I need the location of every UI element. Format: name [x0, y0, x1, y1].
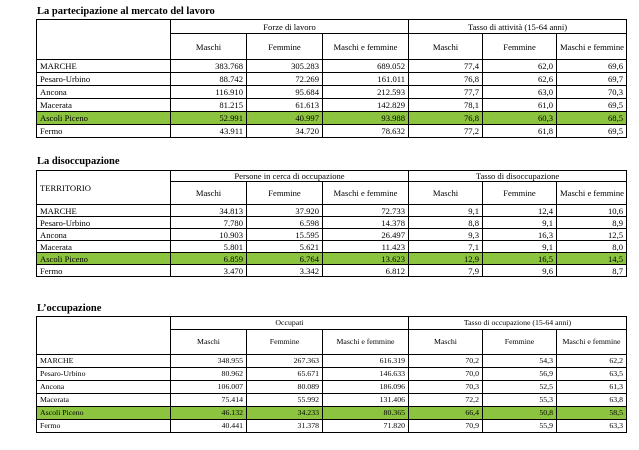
table-cell: 66,4 [409, 407, 483, 420]
col-header-femmine: Femmine [483, 182, 557, 205]
col-header-maschi: Maschi [409, 34, 483, 60]
col-header-totale: Maschi e femmine [557, 34, 627, 60]
table-cell: 63,3 [557, 420, 627, 433]
table-cell: 305.283 [247, 60, 323, 73]
table-cell: 65.671 [247, 368, 323, 381]
group-header-tasso-disoccupazione: Tasso di disoccupazione [409, 171, 627, 182]
table-cell: 70,3 [409, 381, 483, 394]
table-cell: 43.911 [171, 125, 247, 138]
group-header-tasso-attivita: Tasso di attività (15-64 anni) [409, 20, 627, 34]
table-row [37, 368, 627, 381]
group-header-occupati: Occupati [171, 317, 409, 330]
table-cell: 12,9 [409, 253, 483, 265]
table-cell: 61,0 [483, 99, 557, 112]
col-header-totale: Maschi e femmine [323, 182, 409, 205]
table-cell: 6.812 [323, 265, 409, 277]
table-cell: 7,1 [409, 241, 483, 253]
table-row [37, 265, 627, 277]
territory-label: Macerata [37, 241, 171, 253]
table-row [37, 112, 627, 125]
table-cell: 142.829 [323, 99, 409, 112]
table-cell: 61,8 [483, 125, 557, 138]
table-cell: 75.414 [171, 394, 247, 407]
territory-label: Ascoli Piceno [37, 253, 171, 265]
territory-label: MARCHE [37, 205, 171, 217]
table-cell: 58,5 [557, 407, 627, 420]
territory-label: Ascoli Piceno [37, 112, 171, 125]
table-cell: 212.593 [323, 86, 409, 99]
table-row [37, 394, 627, 407]
table-cell: 16,3 [483, 229, 557, 241]
table-cell: 116.910 [171, 86, 247, 99]
table-row [37, 229, 627, 241]
table-row [37, 253, 627, 265]
group-header-tasso-occupazione: Tasso di occupazione (15-64 anni) [409, 317, 627, 330]
table-cell: 9,1 [409, 205, 483, 217]
col-header-femmine: Femmine [483, 34, 557, 60]
table-cell: 80.089 [247, 381, 323, 394]
group-header-persone-cerca: Persone in cerca di occupazione [171, 171, 409, 182]
table-cell: 34.720 [247, 125, 323, 138]
territory-label: MARCHE [37, 60, 171, 73]
table-cell: 69,5 [557, 99, 627, 112]
table-cell: 63,8 [557, 394, 627, 407]
col-header-femmine: Femmine [483, 330, 557, 355]
table-body [37, 355, 627, 433]
table-body [37, 205, 627, 277]
table-cell: 77,2 [409, 125, 483, 138]
table-cell: 62,2 [557, 355, 627, 368]
col-header-femmine: Femmine [247, 34, 323, 60]
header-empty-cell [37, 20, 171, 60]
table-cell: 15.595 [247, 229, 323, 241]
table-cell: 55.992 [247, 394, 323, 407]
col-header-totale: Maschi e femmine [557, 182, 627, 205]
table-cell: 10,6 [557, 205, 627, 217]
table-cell: 13.623 [323, 253, 409, 265]
table-cell: 31.378 [247, 420, 323, 433]
header-territorio: TERRITORIO [37, 171, 171, 205]
table-row [37, 125, 627, 138]
col-header-maschi: Maschi [171, 182, 247, 205]
table-cell: 12,4 [483, 205, 557, 217]
table-cell: 52.991 [171, 112, 247, 125]
table-cell: 37.920 [247, 205, 323, 217]
section-title-disoccupazione: La disoccupazione [37, 156, 120, 167]
table-occupazione [36, 316, 627, 433]
table-cell: 9,3 [409, 229, 483, 241]
table-cell: 40.997 [247, 112, 323, 125]
table-cell: 3.470 [171, 265, 247, 277]
territory-label: Ascoli Piceno [37, 407, 171, 420]
table-row [37, 355, 627, 368]
table-cell: 689.052 [323, 60, 409, 73]
table-cell: 14.378 [323, 217, 409, 229]
table-cell: 6.598 [247, 217, 323, 229]
table-cell: 61.613 [247, 99, 323, 112]
table-cell: 11.423 [323, 241, 409, 253]
table-cell: 14,5 [557, 253, 627, 265]
table-cell: 161.011 [323, 73, 409, 86]
table-cell: 9,6 [483, 265, 557, 277]
col-header-totale: Maschi e femmine [323, 34, 409, 60]
territory-label: Pesaro-Urbino [37, 217, 171, 229]
group-header-forze-lavoro: Forze di lavoro [171, 20, 409, 34]
table-cell: 72.733 [323, 205, 409, 217]
table-row [37, 381, 627, 394]
table-cell: 186.096 [323, 381, 409, 394]
table-cell: 3.342 [247, 265, 323, 277]
table-cell: 60,3 [483, 112, 557, 125]
table-row [37, 99, 627, 112]
table-cell: 76,8 [409, 112, 483, 125]
col-header-maschi: Maschi [171, 34, 247, 60]
territory-label: Fermo [37, 265, 171, 277]
table-cell: 8,8 [409, 217, 483, 229]
table-cell: 8,0 [557, 241, 627, 253]
header-empty-cell [37, 317, 171, 355]
table-cell: 146.633 [323, 368, 409, 381]
table-cell: 70,0 [409, 368, 483, 381]
table-cell: 55,3 [483, 394, 557, 407]
table-cell: 63,5 [557, 368, 627, 381]
col-header-totale: Maschi e femmine [557, 330, 627, 355]
table-cell: 70,2 [409, 355, 483, 368]
table-cell: 69,7 [557, 73, 627, 86]
table-cell: 9,1 [483, 241, 557, 253]
table-cell: 72,2 [409, 394, 483, 407]
territory-label: Fermo [37, 125, 171, 138]
table-cell: 88.742 [171, 73, 247, 86]
table-cell: 34.813 [171, 205, 247, 217]
table-cell: 76,8 [409, 73, 483, 86]
table-body [37, 60, 627, 138]
table-cell: 81.215 [171, 99, 247, 112]
territory-label: Ancona [37, 86, 171, 99]
table-cell: 106.007 [171, 381, 247, 394]
table-row [37, 86, 627, 99]
table-cell: 69,6 [557, 60, 627, 73]
table-cell: 5.801 [171, 241, 247, 253]
table-cell: 16,5 [483, 253, 557, 265]
table-cell: 8,9 [557, 217, 627, 229]
table-cell: 93.988 [323, 112, 409, 125]
table-cell: 6.764 [247, 253, 323, 265]
table-cell: 10.903 [171, 229, 247, 241]
table-cell: 78.632 [323, 125, 409, 138]
table-cell: 267.363 [247, 355, 323, 368]
table-row [37, 241, 627, 253]
table-cell: 63,0 [483, 86, 557, 99]
table-cell: 9,1 [483, 217, 557, 229]
table-row [37, 60, 627, 73]
table-cell: 7.780 [171, 217, 247, 229]
table-row [37, 420, 627, 433]
table-disoccupazione [36, 170, 627, 277]
table-cell: 77,4 [409, 60, 483, 73]
table-row [37, 205, 627, 217]
table-row [37, 217, 627, 229]
table-cell: 616.319 [323, 355, 409, 368]
territory-label: Ancona [37, 229, 171, 241]
table-cell: 34.233 [247, 407, 323, 420]
table-cell: 77,7 [409, 86, 483, 99]
table-cell: 348.955 [171, 355, 247, 368]
territory-label: Macerata [37, 394, 171, 407]
table-cell: 62,6 [483, 73, 557, 86]
table-cell: 8,7 [557, 265, 627, 277]
table-cell: 5.621 [247, 241, 323, 253]
table-cell: 69,5 [557, 125, 627, 138]
col-header-femmine: Femmine [247, 330, 323, 355]
table-cell: 56,9 [483, 368, 557, 381]
section-title-partecipazione: La partecipazione al mercato del lavoro [37, 6, 215, 17]
table-cell: 7,9 [409, 265, 483, 277]
col-header-maschi: Maschi [409, 182, 483, 205]
table-row [37, 73, 627, 86]
table-cell: 40.441 [171, 420, 247, 433]
table-cell: 62,0 [483, 60, 557, 73]
table-cell: 61,3 [557, 381, 627, 394]
table-partecipazione [36, 19, 627, 138]
table-cell: 80.962 [171, 368, 247, 381]
col-header-totale: Maschi e femmine [323, 330, 409, 355]
table-cell: 95.684 [247, 86, 323, 99]
table-cell: 54,3 [483, 355, 557, 368]
table-cell: 70,9 [409, 420, 483, 433]
table-cell: 131.406 [323, 394, 409, 407]
territory-label: Fermo [37, 420, 171, 433]
table-cell: 12,5 [557, 229, 627, 241]
territory-label: MARCHE [37, 355, 171, 368]
table-cell: 71.820 [323, 420, 409, 433]
col-header-maschi: Maschi [171, 330, 247, 355]
table-cell: 70,3 [557, 86, 627, 99]
table-cell: 6.859 [171, 253, 247, 265]
territory-label: Pesaro-Urbino [37, 368, 171, 381]
table-cell: 68,5 [557, 112, 627, 125]
table-cell: 46.132 [171, 407, 247, 420]
section-title-occupazione: L’occupazione [37, 303, 102, 314]
table-cell: 55,9 [483, 420, 557, 433]
table-cell: 50,8 [483, 407, 557, 420]
table-row [37, 407, 627, 420]
table-cell: 26.497 [323, 229, 409, 241]
territory-label: Pesaro-Urbino [37, 73, 171, 86]
col-header-maschi: Maschi [409, 330, 483, 355]
table-cell: 78,1 [409, 99, 483, 112]
territory-label: Macerata [37, 99, 171, 112]
table-cell: 383.768 [171, 60, 247, 73]
col-header-femmine: Femmine [247, 182, 323, 205]
table-cell: 72.269 [247, 73, 323, 86]
table-cell: 52,5 [483, 381, 557, 394]
territory-label: Ancona [37, 381, 171, 394]
table-cell: 80.365 [323, 407, 409, 420]
